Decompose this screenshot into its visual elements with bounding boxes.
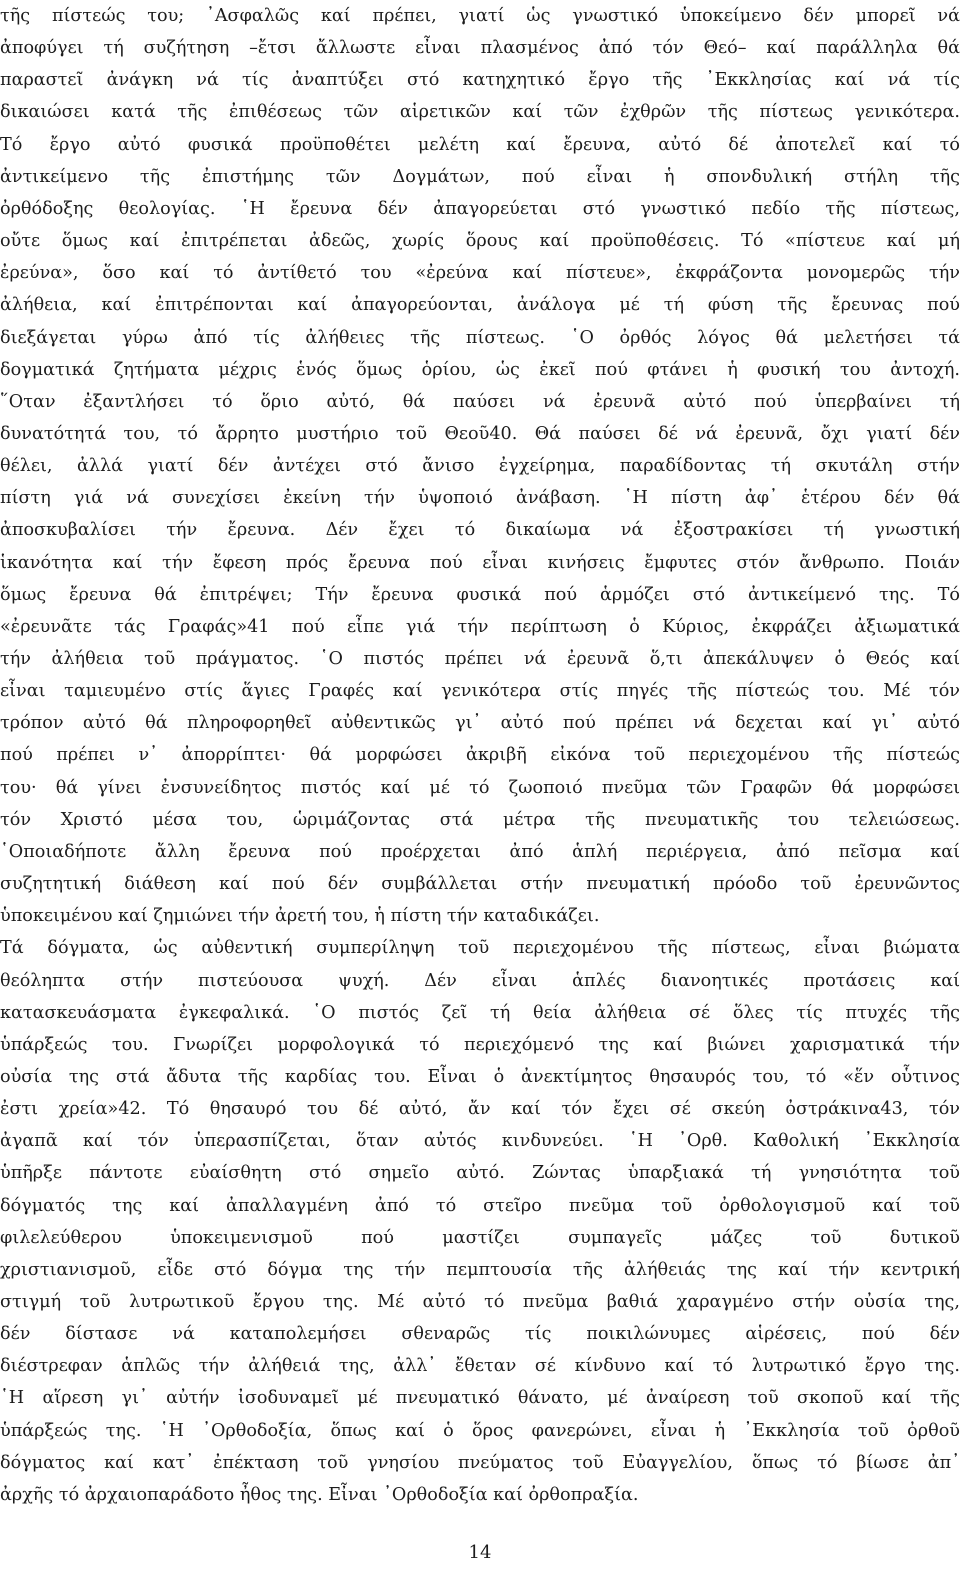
text-line: οὐσία της στά ἄδυτα τῆς καρδίας του. Εἶναι ὁ ἀνεκτίμητος θησαυρός του, τό «ἕν οὗτινος: [0, 1066, 960, 1087]
text-line: Τό ἔργο αὐτό φυσικά προϋποθέτει μελέτη καί ἔρευνα, αὐτό δέ ἀποτελεῖ καί τό: [0, 134, 960, 155]
text-line: ῾Οποιαδήποτε ἄλλη ἔρευνα πού προέρχεται ἀπό ἁπλή περιέργεια, ἀπό πεῖσμα καί: [0, 841, 960, 862]
text-line: ὑπάρξεώς της. ῾Η ᾿Ορθοδοξία, ὅπως καί ὁ ὅρος φανερώνει, εἶναι ἡ ᾿Εκκλησία τοῦ ὀρθοῦ: [0, 1420, 960, 1441]
text-line: διεξάγεται γύρω ἀπό τίς ἀλήθειες τῆς πίστεως. ῾Ο ὀρθός λόγος θά μελετήσει τά: [0, 327, 960, 348]
text-line: ὀρθόδοξης θεολογίας. ῾Η ἔρευνα δέν ἀπαγορεύεται στό γνωστικό πεδίο τῆς πίστεως,: [0, 198, 960, 219]
text-line: ἐρεύνα», ὅσο καί τό ἀντίθετό του «ἐρεύνα καί πίστευε», ἐκφράζοντα μονομερῶς τήν: [0, 263, 960, 284]
text-line: διέστρεφαν ἁπλῶς τήν ἀλήθειά της, ἀλλ᾿ ἔθεταν σέ κίνδυνο καί τό λυτρωτικό ἔργο της.: [0, 1356, 960, 1377]
text-line: δογματικά ζητήματα μέχρις ἑνός ὅμως ὁρίου, ὡς ἐκεῖ πού φτάνει ἡ φυσική του ἀντοχή.: [0, 359, 960, 380]
text-line: ὑποκειμένου καί ζημιώνει τήν ἀρετή του, ἡ πίστη τήν καταδικάζει.: [0, 906, 600, 927]
text-line: κατασκευάσματα ἐγκεφαλικά. ῾Ο πιστός ζεῖ τή θεία ἀλήθεια σέ ὅλες τίς πτυχές τῆς: [0, 1002, 960, 1023]
text-line: τῆς πίστεώς του; ᾿Ασφαλῶς καί πρέπει, γιατί ὡς γνωστικό ὑποκείμενο δέν μπορεῖ νά: [0, 6, 960, 26]
text-line: δικαιώσει κατά τῆς ἐπιθέσεως τῶν αἱρετικῶν καί τῶν ἐχθρῶν τῆς πίστεως γενικότερα.: [0, 102, 960, 123]
text-line: ἀγαπᾶ καί τόν ὑπερασπίζεται, ὅταν αὐτός κινδυνεύει. ῾Η ᾿Ορθ. Καθολική ᾿Εκκλησία: [0, 1131, 960, 1152]
text-line: ὑπῆρξε πάντοτε εὐαίσθητη στό σημεῖο αὐτό. Ζώντας ὑπαρξιακά τή γνησιότητα τοῦ: [0, 1163, 960, 1184]
text-line: χριστιανισμοῦ, εἶδε στό δόγμα της τήν πεμπτουσία τῆς ἀλήθειάς της καί τήν κεντρική: [0, 1259, 960, 1280]
text-line: ῾Η αἵρεση γι᾿ αὐτήν ἰσοδυναμεῖ μέ πνευματικό θάνατο, μέ ἀναίρεση τοῦ σκοποῦ καί τῆς: [0, 1388, 960, 1409]
text-line: στιγμή τοῦ λυτρωτικοῦ ἔργου της. Μέ αὐτό τό πνεῦμα βαθιά χαραγμένο στήν οὐσία της,: [0, 1292, 960, 1312]
text-line: δυνατότητά του, τό ἄρρητο μυστήριο τοῦ Θεοῦ40. Θά παύσει δέ νά ἐρευνᾶ, ὄχι γιατί δέν: [0, 423, 960, 444]
text-line: δέν δίστασε νά καταπολεμήσει σθεναρῶς τίς ποικιλώνυμες αἱρέσεις, πού δέν: [0, 1324, 960, 1345]
text-line: ὑπάρξεώς του. Γνωρίζει μορφολογικά τό περιεχόμενό της καί βιώνει χαρισματικά τήν: [0, 1034, 960, 1055]
text-line: ἀρχῆς τό ἀρχαιοπαράδοτο ἦθος της. Εἶναι ᾿Ορθοδοξία καί ὀρθοπραξία.: [0, 1484, 639, 1505]
text-line: παραστεῖ ἀνάγκη νά τίς ἀναπτύξει στό κατηχητικό ἔργο τῆς ᾿Εκκλησίας καί νά τίς: [0, 70, 960, 91]
text-line: ἱκανότητα καί τήν ἔφεση πρός ἔρευνα πού εἶναι κινήσεις ἔμφυτες στόν ἄνθρωπο. Ποιάν: [0, 552, 960, 573]
text-line: ἀποσκυβαλίσει τήν ἔρευνα. Δέν ἔχει τό δικαίωμα νά ἐξοστρακίσει τή γνωστική: [0, 520, 960, 541]
text-line: πού πρέπει ν᾿ ἀπορρίπτει· θά μορφώσει ἀκριβῆ εἰκόνα τοῦ περιεχομένου τῆς πίστεώς: [0, 745, 960, 766]
text-line: ἀλήθεια, καί ἐπιτρέπονται καί ἀπαγορεύονται, ἀνάλογα μέ τή φύση τῆς ἔρευνας πού: [0, 295, 960, 316]
text-line: φιλελεύθερου ὑποκειμενισμοῦ πού μαστίζει συμπαγεῖς μάζες τοῦ δυτικοῦ: [0, 1227, 960, 1248]
text-line: Τά δόγματα, ὡς αὐθεντική συμπερίληψη τοῦ περιεχομένου τῆς πίστεως, εἶναι βιώματα: [0, 938, 960, 959]
text-line: θεόληπτα στήν πιστεύουσα ψυχή. Δέν εἶναι ἁπλές διανοητικές προτάσεις καί: [0, 970, 960, 991]
text-line: ὅμως ἔρευνα θά ἐπιτρέψει; Τήν ἔρευνα φυσικά πού ἁρμόζει στό ἀντικείμενό της. Τό: [0, 584, 960, 605]
text-line: δόγματός της καί ἀπαλλαγμένη ἀπό τό στεῖρο πνεῦμα τοῦ ὀρθολογισμοῦ καί τοῦ: [0, 1195, 960, 1216]
text-line: πίστη γιά νά συνεχίσει ἐκείνη τήν ὑψοποιό ἀνάβαση. ῾Η πίστη ἀφ᾿ ἑτέρου δέν θά: [0, 488, 960, 509]
text-line: ἀποφύγει τή συζήτηση –ἔτσι ἄλλωστε εἶναι πλασμένος ἀπό τόν Θεό– καί παράλληλα θά: [0, 38, 960, 59]
text-line: ῞Οταν ἐξαντλήσει τό ὅριο αὐτό, θά παύσει νά ἐρευνᾶ αὐτό πού ὑπερβαίνει τή: [0, 391, 960, 412]
text-line: ἀντικείμενο τῆς ἐπιστήμης τῶν Δογμάτων, πού εἶναι ἡ σπονδυλική στήλη τῆς: [0, 166, 960, 187]
text-line: τήν ἀλήθεια τοῦ πράγματος. ῾Ο πιστός πρέπει νά ἐρευνᾶ ὅ,τι ἀπεκάλυψεν ὁ Θεός καί: [0, 649, 960, 669]
text-line: «ἐρευνᾶτε τάς Γραφάς»41 πού εἶπε γιά τήν περίπτωση ὁ Κύριος, ἐκφράζει ἀξιωματικά: [0, 616, 960, 637]
text-line: τόν Χριστό μέσα του, ὡριμάζοντας στά μέτρα τῆς πνευματικῆς του τελειώσεως.: [0, 809, 960, 830]
text-line: θέλει, ἀλλά γιατί δέν ἀντέχει στό ἄνισο ἐγχείρημα, παραδίδοντας τή σκυτάλη στήν: [0, 456, 960, 477]
text-line: οὔτε ὅμως καί ἐπιτρέπεται ἀδεῶς, χωρίς ὅρους καί προϋποθέσεις. Τό «πίστευε καί μή: [0, 231, 960, 252]
text-line: συζητητική διάθεση καί πού δέν συμβάλλεται στήν πνευματική πρόοδο τοῦ ἐρευνῶντος: [0, 874, 960, 895]
text-line: του· θά γίνει ἐνσυνείδητος πιστός καί μέ τό ζωοποιό πνεῦμα τῶν Γραφῶν θά μορφώσει: [0, 777, 960, 798]
text-line: ἐστι χρεία»42. Τό θησαυρό του δέ αὐτό, ἄν καί τόν ἔχει σέ σκεύη ὀστράκινα43, τόν: [0, 1099, 960, 1120]
page-number: 14: [468, 1542, 492, 1563]
text-line: τρόπον αὐτό θά πληροφορηθεῖ αὐθεντικῶς γι᾿ αὐτό πού πρέπει νά δεχεται καί γι᾿ αὐτό: [0, 713, 960, 734]
text-line: δόγματος καί κατ᾿ ἐπέκταση τοῦ γνησίου πνεύματος τοῦ Εὐαγγελίου, ὅπως τό βίωσε ἀπ᾿: [0, 1452, 960, 1473]
text-line: εἶναι ταμιευμένο στίς ἅγιες Γραφές καί γενικότερα στίς πηγές τῆς πίστεώς του. Μέ τόν: [0, 681, 960, 702]
